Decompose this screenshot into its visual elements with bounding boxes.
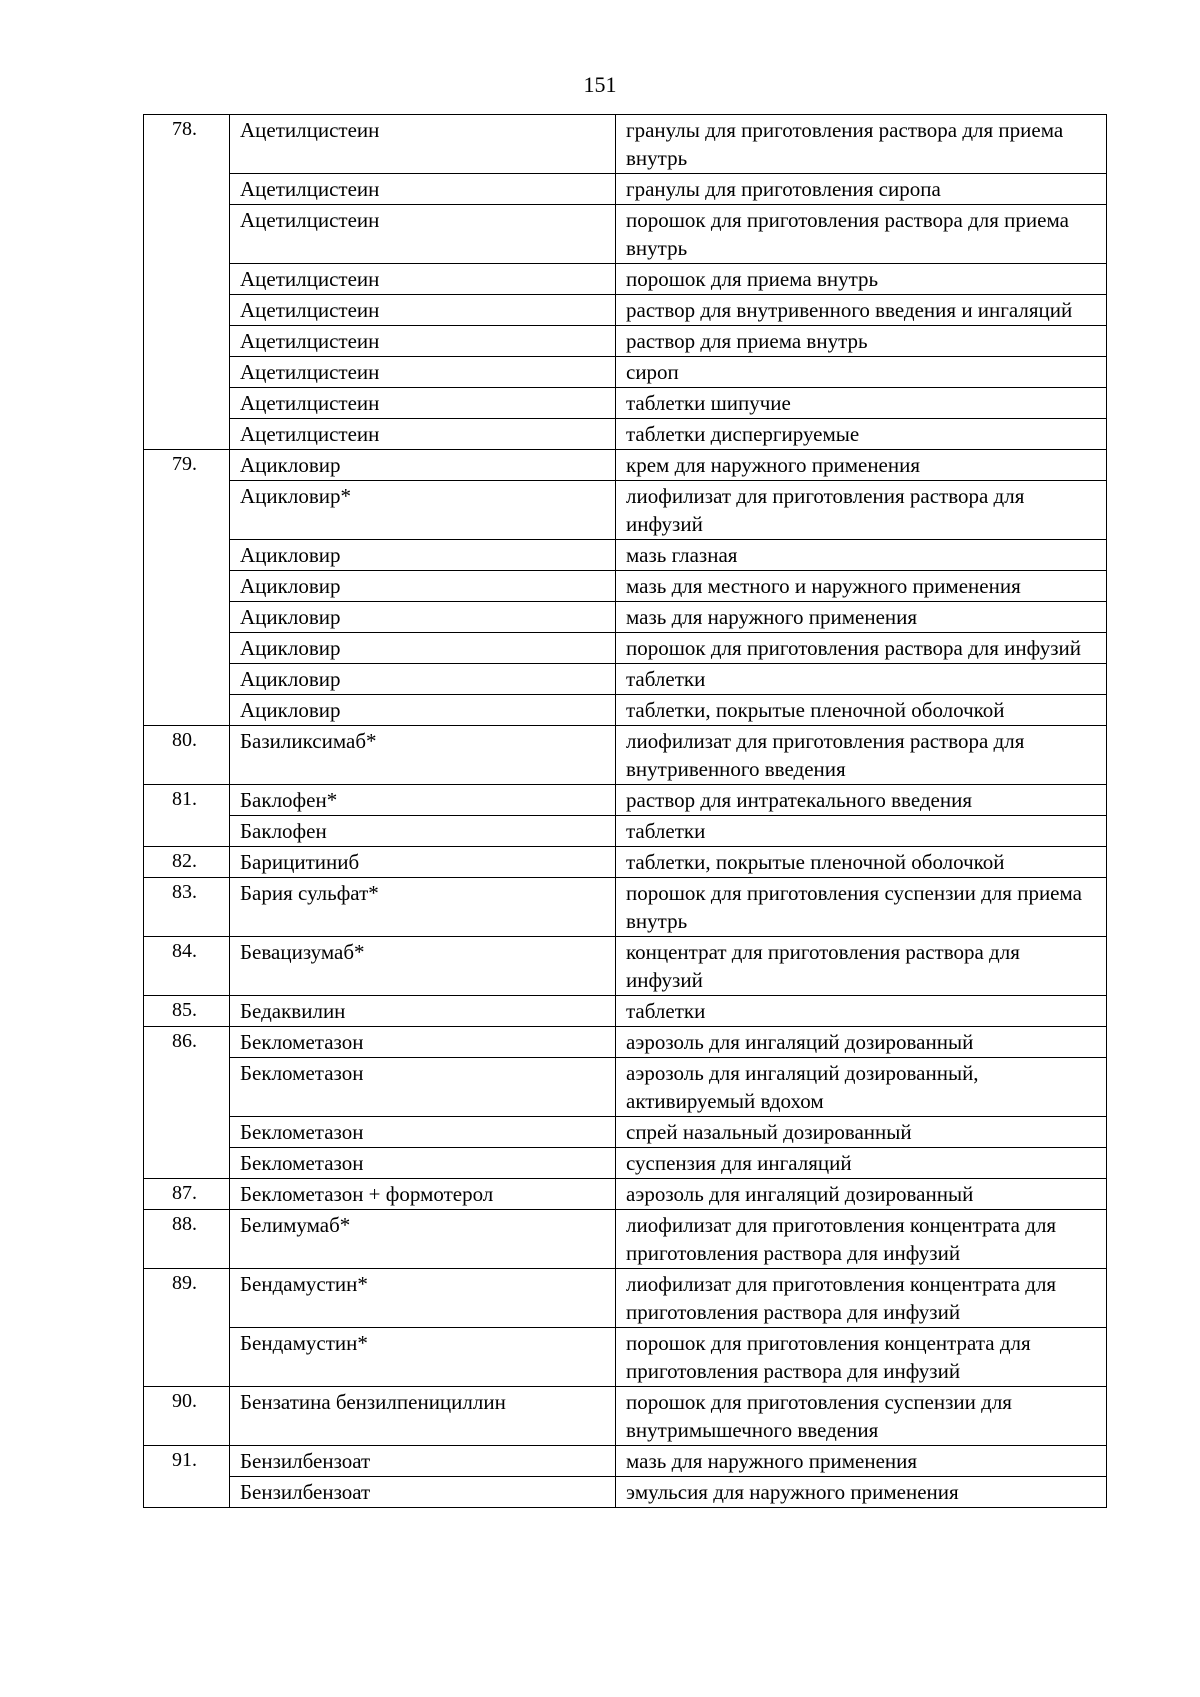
- table-row: [144, 695, 1107, 726]
- table-row: [144, 1027, 1107, 1058]
- row-number: 86.: [144, 1027, 230, 1179]
- drug-name-cell: Ацикловир: [230, 633, 616, 664]
- drug-name-cell: Ацикловир: [230, 450, 616, 481]
- dosage-form-cell: таблетки, покрытые пленочной оболочкой: [616, 695, 1107, 726]
- dosage-form-cell: спрей назальный дозированный: [616, 1117, 1107, 1148]
- table-row: [144, 264, 1107, 295]
- dosage-form-cell: гранулы для приготовления сиропа: [616, 174, 1107, 205]
- dosage-form-cell: аэрозоль для ингаляций дозированный, активируемый вдохом: [616, 1058, 1107, 1117]
- drug-name-cell: Беклометазон: [230, 1027, 616, 1058]
- row-number: 82.: [144, 847, 230, 878]
- dosage-form-cell: лиофилизат для приготовления концентрата для приготовления раствора для инфузий: [616, 1269, 1107, 1328]
- table-row: [144, 726, 1107, 785]
- dosage-form-cell: аэрозоль для ингаляций дозированный: [616, 1027, 1107, 1058]
- dosage-form-cell: мазь для наружного применения: [616, 1446, 1107, 1477]
- dosage-form-cell: лиофилизат для приготовления раствора для внутривенного введения: [616, 726, 1107, 785]
- dosage-form-cell: эмульсия для наружного применения: [616, 1477, 1107, 1508]
- table-row: [144, 1328, 1107, 1387]
- drug-name-cell: Ацетилцистеин: [230, 388, 616, 419]
- table-row: [144, 326, 1107, 357]
- row-number: 89.: [144, 1269, 230, 1387]
- drug-name-cell: Барицитиниб: [230, 847, 616, 878]
- row-number: 83.: [144, 878, 230, 937]
- drug-name-cell: Беклометазон: [230, 1058, 616, 1117]
- drug-table: [143, 114, 1107, 1508]
- table-row: [144, 878, 1107, 937]
- drug-name-cell: Бензилбензоат: [230, 1477, 616, 1508]
- row-number: 80.: [144, 726, 230, 785]
- drug-name-cell: Бензилбензоат: [230, 1446, 616, 1477]
- table-row: [144, 205, 1107, 264]
- table-row: [144, 540, 1107, 571]
- row-number: 79.: [144, 450, 230, 726]
- dosage-form-cell: таблетки: [616, 816, 1107, 847]
- drug-name-cell: Беклометазон: [230, 1148, 616, 1179]
- dosage-form-cell: концентрат для приготовления раствора для инфузий: [616, 937, 1107, 996]
- drug-name-cell: Ацикловир: [230, 571, 616, 602]
- dosage-form-cell: лиофилизат для приготовления раствора для инфузий: [616, 481, 1107, 540]
- drug-name-cell: Базиликсимаб*: [230, 726, 616, 785]
- drug-name-cell: Ацетилцистеин: [230, 174, 616, 205]
- table-row: [144, 937, 1107, 996]
- row-number: 84.: [144, 937, 230, 996]
- table-row: [144, 1058, 1107, 1117]
- drug-name-cell: Бендамустин*: [230, 1328, 616, 1387]
- dosage-form-cell: гранулы для приготовления раствора для приема внутрь: [616, 115, 1107, 174]
- dosage-form-cell: суспензия для ингаляций: [616, 1148, 1107, 1179]
- dosage-form-cell: порошок для приготовления концентрата для приготовления раствора для инфузий: [616, 1328, 1107, 1387]
- table-row: [144, 481, 1107, 540]
- table-row: [144, 174, 1107, 205]
- row-number: 91.: [144, 1446, 230, 1508]
- row-number: 88.: [144, 1210, 230, 1269]
- table-row: [144, 419, 1107, 450]
- page-number: 151: [583, 72, 617, 97]
- drug-name-cell: Бевацизумаб*: [230, 937, 616, 996]
- drug-name-cell: Баклофен: [230, 816, 616, 847]
- table-row: [144, 357, 1107, 388]
- table-row: [144, 633, 1107, 664]
- drug-name-cell: Ацетилцистеин: [230, 326, 616, 357]
- dosage-form-cell: порошок для приготовления суспензии для внутримышечного введения: [616, 1387, 1107, 1446]
- dosage-form-cell: порошок для приготовления суспензии для приема внутрь: [616, 878, 1107, 937]
- row-number: 81.: [144, 785, 230, 847]
- table-row: [144, 1210, 1107, 1269]
- table-row: [144, 388, 1107, 419]
- drug-name-cell: Ацикловир: [230, 602, 616, 633]
- table-row: [144, 847, 1107, 878]
- table-row: [144, 571, 1107, 602]
- drug-name-cell: Бедаквилин: [230, 996, 616, 1027]
- drug-name-cell: Бария сульфат*: [230, 878, 616, 937]
- dosage-form-cell: таблетки шипучие: [616, 388, 1107, 419]
- dosage-form-cell: порошок для приготовления раствора для приема внутрь: [616, 205, 1107, 264]
- dosage-form-cell: раствор для внутривенного введения и ингаляций: [616, 295, 1107, 326]
- drug-name-cell: Ацикловир*: [230, 481, 616, 540]
- table-row: [144, 1148, 1107, 1179]
- dosage-form-cell: крем для наружного применения: [616, 450, 1107, 481]
- dosage-form-cell: порошок для приема внутрь: [616, 264, 1107, 295]
- drug-name-cell: Ацикловир: [230, 540, 616, 571]
- drug-name-cell: Ацикловир: [230, 664, 616, 695]
- dosage-form-cell: сироп: [616, 357, 1107, 388]
- drug-table-body: [144, 115, 1107, 1508]
- table-row: [144, 996, 1107, 1027]
- table-row: [144, 785, 1107, 816]
- dosage-form-cell: мазь глазная: [616, 540, 1107, 571]
- dosage-form-cell: раствор для приема внутрь: [616, 326, 1107, 357]
- table-row: [144, 1387, 1107, 1446]
- drug-name-cell: Ацетилцистеин: [230, 295, 616, 326]
- row-number: 90.: [144, 1387, 230, 1446]
- dosage-form-cell: раствор для интратекального введения: [616, 785, 1107, 816]
- drug-name-cell: Бензатина бензилпенициллин: [230, 1387, 616, 1446]
- drug-name-cell: Ацетилцистеин: [230, 205, 616, 264]
- dosage-form-cell: лиофилизат для приготовления концентрата для приготовления раствора для инфузий: [616, 1210, 1107, 1269]
- table-row: [144, 1179, 1107, 1210]
- drug-name-cell: Беклометазон: [230, 1117, 616, 1148]
- table-row: [144, 1446, 1107, 1477]
- drug-name-cell: Ацетилцистеин: [230, 264, 616, 295]
- table-row: [144, 1117, 1107, 1148]
- row-number: 78.: [144, 115, 230, 450]
- row-number: 87.: [144, 1179, 230, 1210]
- drug-name-cell: Ацетилцистеин: [230, 419, 616, 450]
- drug-name-cell: Ацикловир: [230, 695, 616, 726]
- dosage-form-cell: таблетки диспергируемые: [616, 419, 1107, 450]
- drug-name-cell: Баклофен*: [230, 785, 616, 816]
- table-row: [144, 816, 1107, 847]
- table-row: [144, 602, 1107, 633]
- drug-name-cell: Белимумаб*: [230, 1210, 616, 1269]
- table-row: [144, 115, 1107, 174]
- table-row: [144, 450, 1107, 481]
- dosage-form-cell: порошок для приготовления раствора для инфузий: [616, 633, 1107, 664]
- table-row: [144, 295, 1107, 326]
- table-row: [144, 664, 1107, 695]
- dosage-form-cell: мазь для наружного применения: [616, 602, 1107, 633]
- drug-name-cell: Ацетилцистеин: [230, 357, 616, 388]
- row-number: 85.: [144, 996, 230, 1027]
- drug-name-cell: Ацетилцистеин: [230, 115, 616, 174]
- dosage-form-cell: мазь для местного и наружного применения: [616, 571, 1107, 602]
- dosage-form-cell: таблетки: [616, 664, 1107, 695]
- table-row: [144, 1269, 1107, 1328]
- drug-name-cell: Беклометазон + формотерол: [230, 1179, 616, 1210]
- drug-name-cell: Бендамустин*: [230, 1269, 616, 1328]
- dosage-form-cell: таблетки: [616, 996, 1107, 1027]
- dosage-form-cell: таблетки, покрытые пленочной оболочкой: [616, 847, 1107, 878]
- table-row: [144, 1477, 1107, 1508]
- dosage-form-cell: аэрозоль для ингаляций дозированный: [616, 1179, 1107, 1210]
